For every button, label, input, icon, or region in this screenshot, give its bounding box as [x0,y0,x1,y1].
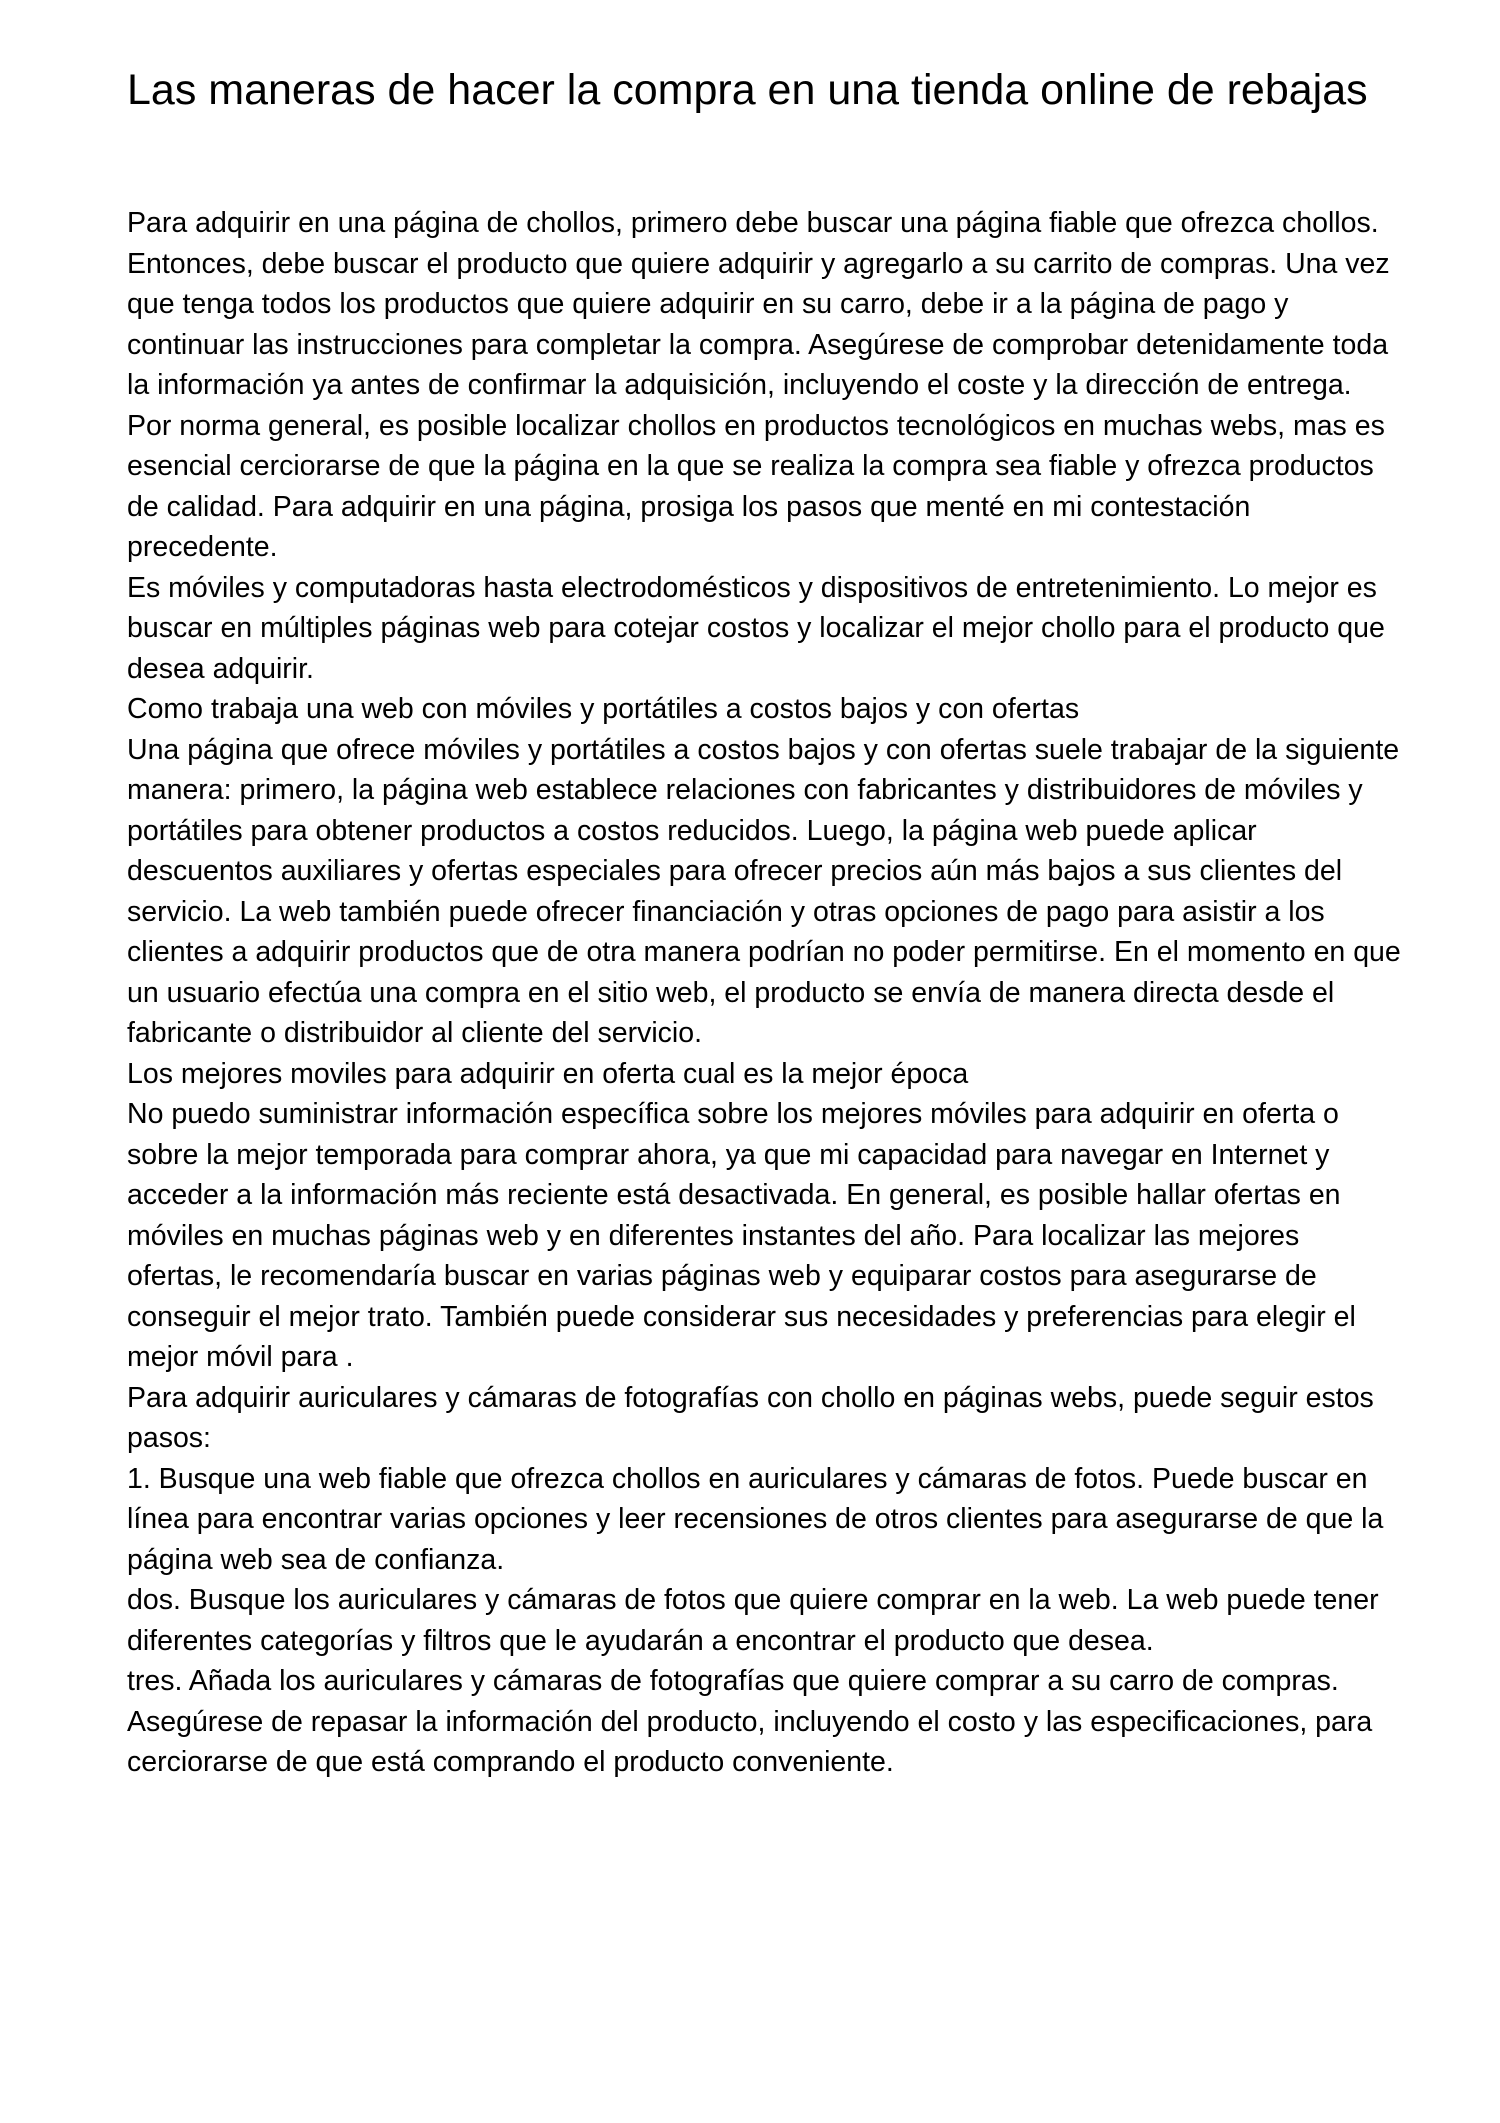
section-heading-how-it-works: Como trabaja una web con móviles y portátiles a costos bajos y con ofertas [127,693,1080,725]
step-3: tres. Añada los auriculares y cámaras de fotografías que quiere comprar a su carro de compras. Asegúrese de repasar la información del producto, incluyendo el costo y las especificaciones, para cerciorarse de que está comprando el producto conveniente. [127,1665,1373,1778]
document-body [127,203,1402,1783]
paragraph-steps-intro: Para adquirir auriculares y cámaras de fotografías con chollo en páginas webs, puede seguir estos pasos: [127,1381,1374,1454]
paragraph-product-range: Es móviles y computadoras hasta electrodomésticos y dispositivos de entretenimiento. Lo mejor es buscar en múltiples páginas web para cotejar costos y localizar el mejor chollo para el producto que desea adquirir. [127,571,1385,685]
step-2: dos. Busque los auriculares y cámaras de fotos que quiere comprar en la web. La web puede tener diferentes categorías y filtros que le ayudarán a encontrar el producto que desea. [127,1584,1379,1657]
paragraph-how-it-works: Una página que ofrece móviles y portátiles a costos bajos y con ofertas suele trabajar de la siguiente manera: primero, la página web establece relaciones con fabricantes y distribuidores de móviles y portátiles para obtener productos a costos reducidos. Luego, la página web puede aplicar descuentos auxiliares y ofertas especiales para ofrecer precios aún más bajos a sus clientes del servicio. La web también puede ofrecer financiación y otras opciones de pago para asistir a los clientes a adquirir productos que de otra manera podrían no poder permitirse. En el momento en que un usuario efectúa una compra en el sitio web, el producto se envía de manera directa desde el fabricante o distribuidor al cliente del servicio. [127,733,1401,1049]
document-page [127,68,1402,1783]
paragraph-tech-deals: Por norma general, es posible localizar chollos en productos tecnológicos en muchas webs, mas es esencial cerciorarse de que la página en la que se realiza la compra sea fiable y ofrezca productos de calidad. Para adquirir en una página, prosiga los pasos que menté en mi contestación precedente. [127,409,1385,563]
paragraph-best-phones: No puedo suministrar información específica sobre los mejores móviles para adquirir en oferta o sobre la mejor temporada para comprar ahora, ya que mi capacidad para navegar en Internet y acceder a la información más reciente está desactivada. En general, es posible hallar ofertas en móviles en muchas páginas web y en diferentes instantes del año. Para localizar las mejores ofertas, le recomendaría buscar en varias páginas web y equiparar costos para asegurarse de conseguir el mejor trato. También puede considerar sus necesidades y preferencias para elegir el mejor móvil para . [127,1098,1356,1373]
step-1: 1. Busque una web fiable que ofrezca chollos en auriculares y cámaras de fotos. Puede buscar en línea para encontrar varias opciones y leer recensiones de otros clientes para asegurarse de que la página web sea de confianza. [127,1462,1384,1576]
section-heading-best-phones: Los mejores moviles para adquirir en oferta cual es la mejor época [127,1057,969,1090]
paragraph-intro: Para adquirir en una página de chollos, primero debe buscar una página fiable que ofrezca chollos. Entonces, debe buscar el producto que quiere adquirir y agregarlo a su carrito de compras. Una vez que tenga todos los productos que quiere adquirir en su carro, debe ir a la página de pago y continuar las instrucciones para completar la compra. Asegúrese de comprobar detenidamente toda la información ya antes de confirmar la adquisición, incluyendo el coste y la dirección de entrega. [127,207,1390,401]
document-title: Las maneras de hacer la compra en una tienda online de rebajas [127,66,1368,114]
